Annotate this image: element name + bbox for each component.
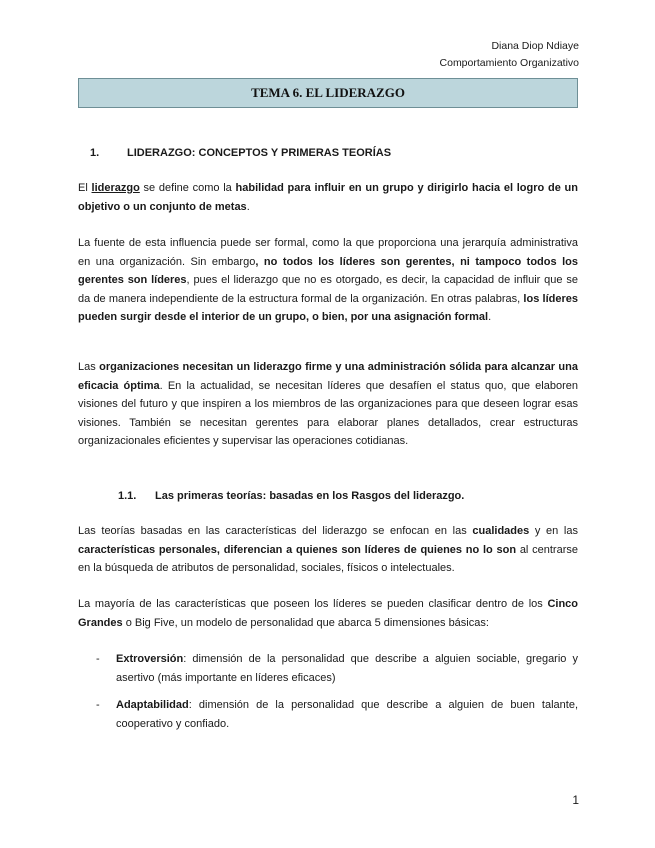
p4-text-5: al centrarse en la búsqueda de atributos de personalidad, sociales, físicos o intelectuales. [78, 543, 578, 574]
paragraph-trait-theories [78, 522, 578, 578]
p3-text-1: Las [78, 361, 100, 373]
section-1-1-heading [118, 487, 464, 505]
p2-emphasis-1: , no todos los líderes son gerentes, ni tampoco todos los gerentes son líderes [78, 255, 578, 286]
p1-emphasis: habilidad para influir en un grupo y dirigirlo hacia el logro de un objetivo o un conjunto de metas [78, 182, 578, 213]
header-subject: Comportamiento Organizativo [439, 57, 579, 69]
p4-emphasis-1: cualidades [472, 525, 530, 537]
p2-text-3: , pues el liderazgo que no es otorgado, es decir, la capacidad de influir que se da de manera independiente de la estructura formal de la organización. En otras palabras, [78, 274, 578, 305]
p1-text-1: El [78, 182, 92, 194]
list-item [96, 696, 578, 733]
section-1-1-number: 1.1. [118, 490, 137, 502]
paragraph-big-five [78, 595, 578, 632]
section-1-title: LIDERAZGO: CONCEPTOS Y PRIMERAS TEORÍAS [127, 147, 392, 159]
p3-text-3: . En la actualidad, se necesitan líderes que desafíen el status quo, que elaboren visiones del futuro y que inspiren a los miembros de las organizaciones para que deseen lograr esas visiones. También se necesitan gerentes para elaborar planes detallados, crear estructuras organizacionales eficientes y supervisar las operaciones cotidianas. [78, 379, 578, 447]
p2-text-1: La fuente de esta influencia puede ser formal, como la que proporciona una jerarquía administrativa en una organización. Sin embargo [78, 237, 578, 268]
bullet-term-extroversion: Extroversión [116, 653, 184, 665]
bullet-text [116, 650, 578, 687]
section-1-1-title: Las primeras teorías: basadas en los Rasgos del liderazgo. [155, 490, 465, 502]
bullet-description: : dimensión de la personalidad que describe a alguien de buen talante, cooperativo y confiado. [116, 699, 578, 730]
bullet-text [116, 696, 578, 733]
p5-text-3: o Big Five, un modelo de personalidad que abarca 5 dimensiones básicas: [122, 616, 489, 629]
p5-text-1: La mayoría de las características que poseen los líderes se pueden clasificar dentro de los [78, 598, 548, 610]
paragraph-organizations [78, 358, 578, 451]
paragraph-definition [78, 179, 578, 216]
p5-emphasis: Cinco Grandes [78, 598, 578, 629]
section-1-heading [78, 144, 391, 162]
p1-text-5: . [246, 200, 250, 213]
p2-emphasis-2: los líderes pueden surgir desde el interior de un grupo, o bien, por una asignación formal [78, 292, 578, 323]
bullet-dash: - [96, 653, 100, 665]
paragraph-influence-source [78, 234, 578, 327]
list-item [96, 650, 578, 687]
p4-text-1: Las teorías basadas en las características del liderazgo se enfocan en las [78, 525, 473, 537]
header-author: Diana Diop Ndiaye [491, 40, 579, 52]
section-1-number: 1. [90, 147, 100, 159]
p3-emphasis: organizaciones necesitan un liderazgo firme y una administración sólida para alcanzar una eficacia óptima [78, 361, 578, 392]
p1-term-liderazgo: liderazgo [91, 182, 140, 194]
page-number: 1 [572, 793, 579, 807]
p4-text-3: y en las [529, 525, 578, 537]
p1-text-3: se define como la [139, 182, 236, 194]
bullet-term-adaptabilidad: Adaptabilidad [116, 699, 189, 711]
p2-text-5: . [488, 311, 492, 323]
p4-emphasis-2: características personales, diferencian a quienes son líderes de quienes no lo son [78, 543, 517, 556]
chapter-title: TEMA 6. EL LIDERAZGO [78, 78, 578, 108]
bullet-dash: - [96, 699, 100, 711]
bullet-description: : dimensión de la personalidad que describe a alguien sociable, gregario y asertivo (más importante en líderes eficaces) [116, 653, 578, 684]
